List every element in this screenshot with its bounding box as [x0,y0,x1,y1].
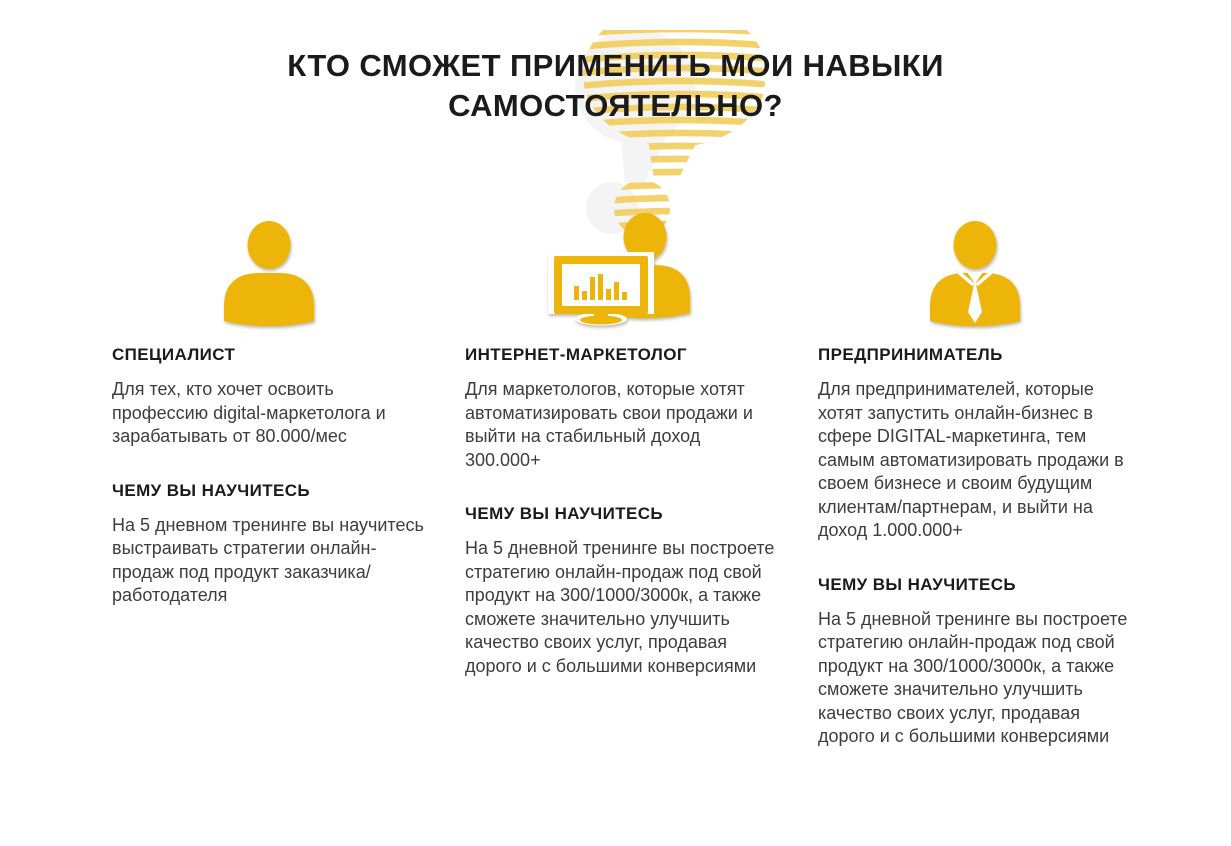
page-title-line-2: САМОСТОЯТЕЛЬНО? [448,88,783,123]
column-heading: СПЕЦИАЛИСТ [112,345,236,364]
learn-heading: ЧЕМУ ВЫ НАУЧИТЕСЬ [112,480,311,500]
audience-column-marketer [465,210,779,749]
column-heading: ИНТЕРНЕТ-МАРКЕТОЛОГ [465,345,687,364]
page-title-line-1: КТО СМОЖЕТ ПРИМЕНИТЬ МОИ НАВЫКИ [287,48,944,83]
audience-column-specialist [112,210,426,749]
learn-text: На 5 дневной тренинге вы построете стратегию онлайн-продаж под свой продукт на 300/1000/3000к, а также сможете значительно улучшить качество своих услуг, продавая дорого и с большими конверсиями [465,538,775,676]
column-heading: ПРЕДПРИНИМАТЕЛЬ [818,345,1003,364]
entrepreneur-icon-box [818,210,1132,326]
learn-heading: ЧЕМУ ВЫ НАУЧИТЕСЬ [465,504,664,523]
person-tie-icon [920,220,1030,326]
person-monitor-icon [542,212,702,326]
column-description: Для тех, кто хочет освоить профессию digital-маркетолога и зарабатывать от 80.000/мес [112,379,386,446]
page-title [0,46,1231,126]
marketer-icon-box [465,210,779,326]
specialist-icon-box [112,210,426,326]
learn-text: На 5 дневной тренинге вы построете стратегию онлайн-продаж под свой продукт на 300/1000/3000к, а также сможете значительно улучшить качество своих услуг, продавая дорого и с большими конверсиями [818,608,1128,746]
column-description: Для маркетологов, которые хотят автоматизировать свои продажи и выйти на стабильный доход 300.000+ [465,379,753,470]
audience-column-entrepreneur [818,210,1132,749]
learn-heading: ЧЕМУ ВЫ НАУЧИТЕСЬ [818,574,1017,594]
person-icon [214,220,324,326]
audience-columns [112,210,1132,749]
column-description: Для предпринимателей, которые хотят запустить онлайн-бизнес в сфере DIGITAL-маркетинга, тем самым автоматизировать продажи в своем бизнесе и своим будущим клиентам/партнерам, и выйти на доход 1.000.000+ [818,379,1124,540]
learn-text: На 5 дневном тренинге вы научитесь выстраивать стратегии онлайн-продаж под продукт заказчика/работодателя [112,514,424,605]
